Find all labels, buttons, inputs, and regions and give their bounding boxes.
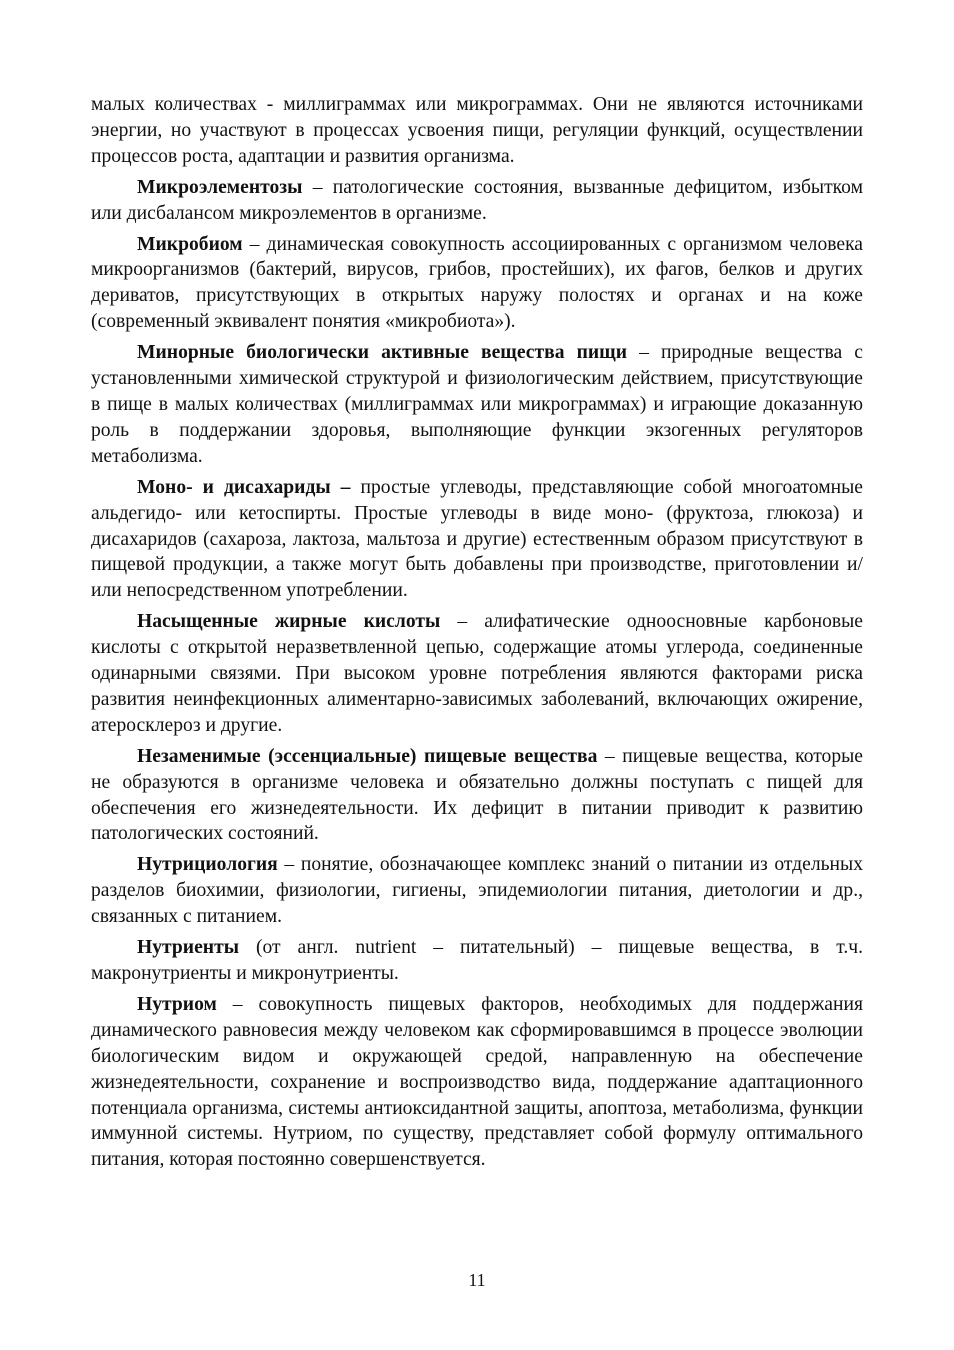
definition-text: – совокупность пищевых факторов, необходимых для поддержания динамического равновесия между человеком как сформировавшимся в процессе эволюции биологическим видом и окружающей средой, направленную на обеспечение жизнедеятельности, сохранение и воспроизводство вида, поддержание адаптационного потенциала организма, системы антиоксидантной защиты, апоптоза, метаболизма, функции иммунной системы. Нутриом, по существу, представляет собой формулу оптимального питания, которая постоянно совершенствуется. bbox=[91, 993, 863, 1171]
definition-nutritiology bbox=[91, 852, 863, 930]
term: Нутрициология bbox=[137, 854, 278, 876]
definition-text: (от англ. nutrient – питательный) – пищевые вещества, в т.ч. макронутриенты и микронутриенты. bbox=[91, 937, 863, 984]
definition-minor-bioactive bbox=[91, 340, 863, 470]
term: Минорные биологически активные вещества пищи bbox=[137, 342, 627, 364]
definition-microbiome bbox=[91, 232, 863, 336]
document-body bbox=[91, 92, 863, 1178]
definition-microelementoses bbox=[91, 175, 863, 227]
term: Моно- и дисахариды – bbox=[137, 476, 351, 498]
definition-essential-nutrients bbox=[91, 744, 863, 848]
term: Незаменимые (эссенциальные) пищевые вещества bbox=[137, 745, 598, 767]
term: Микробиом bbox=[137, 233, 243, 255]
term: Нутриенты bbox=[137, 937, 239, 959]
paragraph-continuation bbox=[91, 92, 863, 170]
definition-text: – природные вещества с установленными химической структурой и физиологическим действием, присутствующие в пище в малых количествах (миллиграммах или микрограммах) и играющие доказанную роль в поддержании здоровья, выполняющие функции экзогенных регуляторов метаболизма. bbox=[91, 342, 863, 467]
term: Нутриом bbox=[137, 993, 217, 1015]
definition-text: – алифатические одноосновные карбоновые кислоты с открытой неразветвленной цепью, содержащие атомы углерода, соединенные одинарными связями. При высоком уровне потребления являются факторами риска развития неинфекционных алиментарно-зависимых заболеваний, включающих ожирение, атеросклероз и другие. bbox=[91, 611, 863, 736]
definition-text: – пищевые вещества, которые не образуются в организме человека и обязательно должны поступать с пищей для обеспечения его жизнедеятельности. Их дефицит в питании приводит к развитию патологических состояний. bbox=[91, 745, 863, 845]
term: Микроэлементозы bbox=[137, 176, 303, 198]
definition-mono-disaccharides bbox=[91, 475, 863, 605]
definition-text: – динамическая совокупность ассоциированных с организмом человека микроорганизмов (бактерий, вирусов, грибов, простейших), их фагов, белков и других дериватов, присутствующих в открытых наружу полостях и органах и на коже (современный эквивалент понятия «микробиота»). bbox=[91, 233, 863, 333]
definition-text: – понятие, обозначающее комплекс знаний о питании из отдельных разделов биохимии, физиологии, гигиены, эпидемиологии питания, диетологии и др., связанных с питанием. bbox=[91, 854, 863, 928]
definition-nutrients bbox=[91, 935, 863, 987]
definition-nutriome bbox=[91, 992, 863, 1173]
paragraph-text: малых количествах - миллиграммах или микрограммах. Они не являются источниками энергии, но участвуют в процессах усвоения пищи, регуляции функций, осуществлении процессов роста, адаптации и развития организма. bbox=[91, 94, 863, 167]
definition-text: – патологические состояния, вызванные дефицитом, избытком или дисбалансом микроэлементов в организме. bbox=[91, 176, 863, 224]
page-number: 11 bbox=[468, 1270, 486, 1290]
definition-saturated-fatty-acids bbox=[91, 609, 863, 739]
definition-text: простые углеводы, представляющие собой многоатомные альдегидо- или кетоспирты. Простые углеводы в виде моно- (фруктоза, глюкоза) и дисахаридов (сахароза, лактоза, мальтоза и другие) естественным образом присутствуют в пищевой продукции, а также могут быть добавлены при производстве, приготовлении и/или непосредственном употреблении. bbox=[91, 476, 864, 602]
term: Насыщенные жирные кислоты bbox=[137, 611, 441, 633]
